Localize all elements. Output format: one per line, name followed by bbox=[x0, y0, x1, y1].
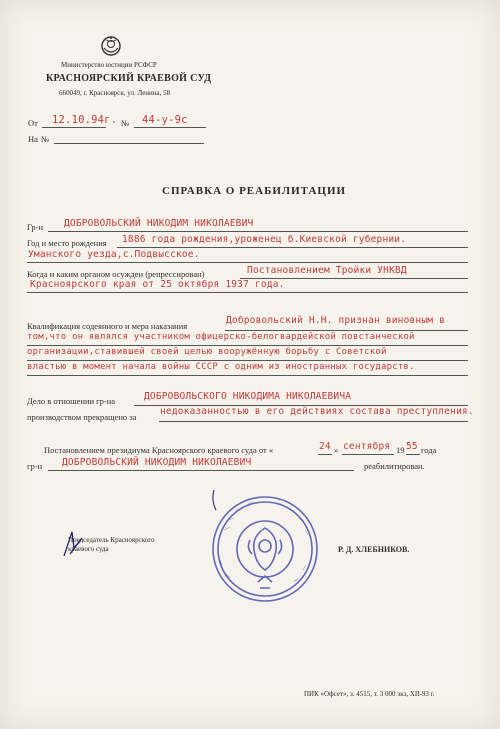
citizen-label: Гр-н bbox=[27, 222, 44, 232]
court-address: 660049, г. Красноярск, ул. Ленина, 58 bbox=[59, 89, 171, 97]
court-seal-stamp-icon bbox=[206, 490, 324, 608]
signature-mark-icon bbox=[60, 528, 90, 560]
from-label: От bbox=[28, 118, 38, 128]
court-name: КРАСНОЯРСКИЙ КРАЕВОЙ СУД bbox=[46, 73, 212, 84]
to-label: На bbox=[28, 134, 38, 144]
document-number: 44-у-9с bbox=[142, 114, 188, 126]
decree-label: Постановлением президиума Красноярского краевого суда от « bbox=[44, 445, 274, 455]
convicted-line-1: Постановлением Тройки УНКВД bbox=[247, 265, 407, 276]
terminated-label: производством прекращено за bbox=[27, 412, 137, 422]
rehab-name: ДОБРОВОЛЬСКИЙ НИКОДИМ НИКОЛАЕВИЧ bbox=[62, 457, 252, 468]
signer-name: Р. Д. ХЛЕБНИКОВ. bbox=[338, 545, 410, 554]
case-label: Дело в отношении гр-на bbox=[27, 396, 116, 406]
decree-day: 24 bbox=[319, 441, 331, 452]
birth-line-2: Уманского уезда,с.Подвысское. bbox=[28, 249, 200, 260]
document-title: СПРАВКА О РЕАБИЛИТАЦИИ bbox=[162, 185, 347, 197]
qualification-line-2: том,что он являлся участником офицерско-белогвардейской повстанческой bbox=[27, 332, 415, 342]
rehab-label: гр-н bbox=[27, 461, 43, 471]
rehab-suffix: реабилитирован. bbox=[364, 461, 425, 471]
decree-year: 55 bbox=[406, 441, 418, 452]
convicted-label: Когда и каким органом осужден (репрессирован) bbox=[27, 269, 205, 279]
qualification-line-3: организации,ставившей своей целью вооружённую борьбу с Советской bbox=[27, 347, 387, 357]
ministry-name: Министерство юстиции РСФСР bbox=[61, 61, 157, 69]
decree-year-prefix: 19 bbox=[396, 445, 405, 455]
qualification-line-1: Добровольский Н.Н. признан виновным в bbox=[226, 315, 446, 326]
qualification-label: Квалификация содеянного и мера наказания bbox=[27, 321, 188, 331]
birth-label: Год и место рождения bbox=[27, 238, 107, 248]
qualification-line-4: властью в момент начала войны СССР с одним из иностранных государств. bbox=[27, 362, 415, 372]
case-name: ДОБРОВОЛЬСКОГО НИКОДИМА НИКОЛАЕВИЧА bbox=[144, 391, 352, 402]
signer-position-line-2: краевого суда bbox=[68, 545, 109, 553]
terminated-reason: недоказанностью в его действиях состава преступления. bbox=[160, 406, 474, 417]
state-emblem-icon bbox=[100, 34, 122, 58]
birth-line-1: 1886 года рождения,уроженец б.Киевской губернии. bbox=[122, 234, 407, 245]
signer-position-line-1: Председатель Красноярского bbox=[68, 536, 155, 544]
number-label: № bbox=[121, 118, 130, 128]
decree-month: сентября bbox=[343, 441, 391, 452]
to-number-label: № bbox=[41, 134, 50, 144]
decree-year-suffix: года bbox=[421, 445, 437, 455]
citizen-name: ДОБРОВОЛЬСКИЙ НИКОДИМ НИКОЛАЕВИЧ bbox=[64, 218, 254, 229]
decree-quote: » bbox=[334, 445, 339, 455]
print-info: ПИК «Офсет», з. 4515, т. 3 000 экз, XII-93 г. bbox=[304, 690, 435, 698]
document-date: 12.10.94г. bbox=[52, 114, 118, 126]
convicted-line-2: Красноярского края от 25 октября 1937 года. bbox=[30, 279, 285, 290]
